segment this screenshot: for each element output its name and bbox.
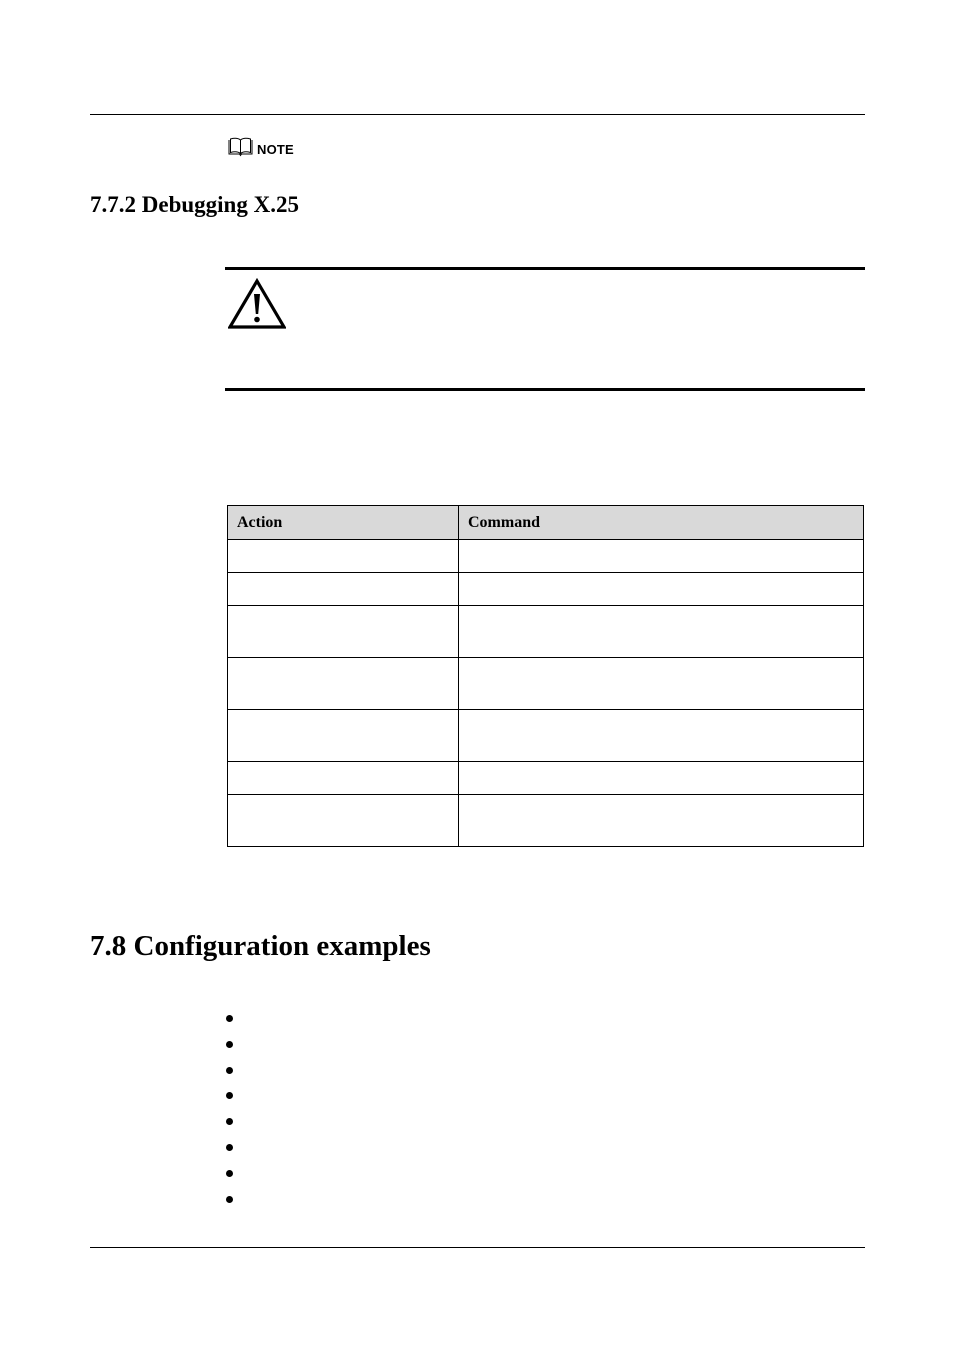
command-cell xyxy=(459,710,864,762)
action-cell xyxy=(228,540,459,573)
action-cell xyxy=(228,606,459,658)
book-icon xyxy=(228,137,253,157)
header-rule xyxy=(90,114,865,115)
command-cell xyxy=(459,658,864,710)
bullet-icon xyxy=(226,1118,233,1125)
bullet-icon xyxy=(226,1092,233,1099)
table-header-row xyxy=(228,506,864,540)
command-cell xyxy=(459,606,864,658)
bullet-icon xyxy=(226,1170,233,1177)
table-row xyxy=(228,762,864,795)
command-cell xyxy=(459,540,864,573)
section-heading-7-7-2: 7.7.2 Debugging X.25 xyxy=(90,192,299,217)
note-text: NOTE xyxy=(257,142,294,157)
warning-triangle-icon xyxy=(228,278,286,330)
command-cell xyxy=(459,573,864,606)
table-row xyxy=(228,606,864,658)
caution-box xyxy=(225,267,865,391)
action-cell xyxy=(228,658,459,710)
table-row xyxy=(228,795,864,847)
table-row xyxy=(228,540,864,573)
section-heading-7-8: 7.8 Configuration examples xyxy=(90,930,431,962)
command-cell xyxy=(459,795,864,847)
action-cell xyxy=(228,710,459,762)
note-label xyxy=(228,137,294,157)
bullet-icon xyxy=(226,1144,233,1151)
column-header-action: Action xyxy=(228,506,459,540)
table-row xyxy=(228,658,864,710)
bullet-icon xyxy=(226,1041,233,1048)
action-cell xyxy=(228,795,459,847)
command-cell xyxy=(459,762,864,795)
table-row xyxy=(228,573,864,606)
bullet-icon xyxy=(226,1015,233,1022)
bullet-icon xyxy=(226,1067,233,1074)
table-row xyxy=(228,710,864,762)
action-cell xyxy=(228,762,459,795)
action-cell xyxy=(228,573,459,606)
footer-rule xyxy=(90,1247,865,1248)
bullet-icon xyxy=(226,1196,233,1203)
command-table xyxy=(227,505,864,847)
column-header-command: Command xyxy=(459,506,864,540)
